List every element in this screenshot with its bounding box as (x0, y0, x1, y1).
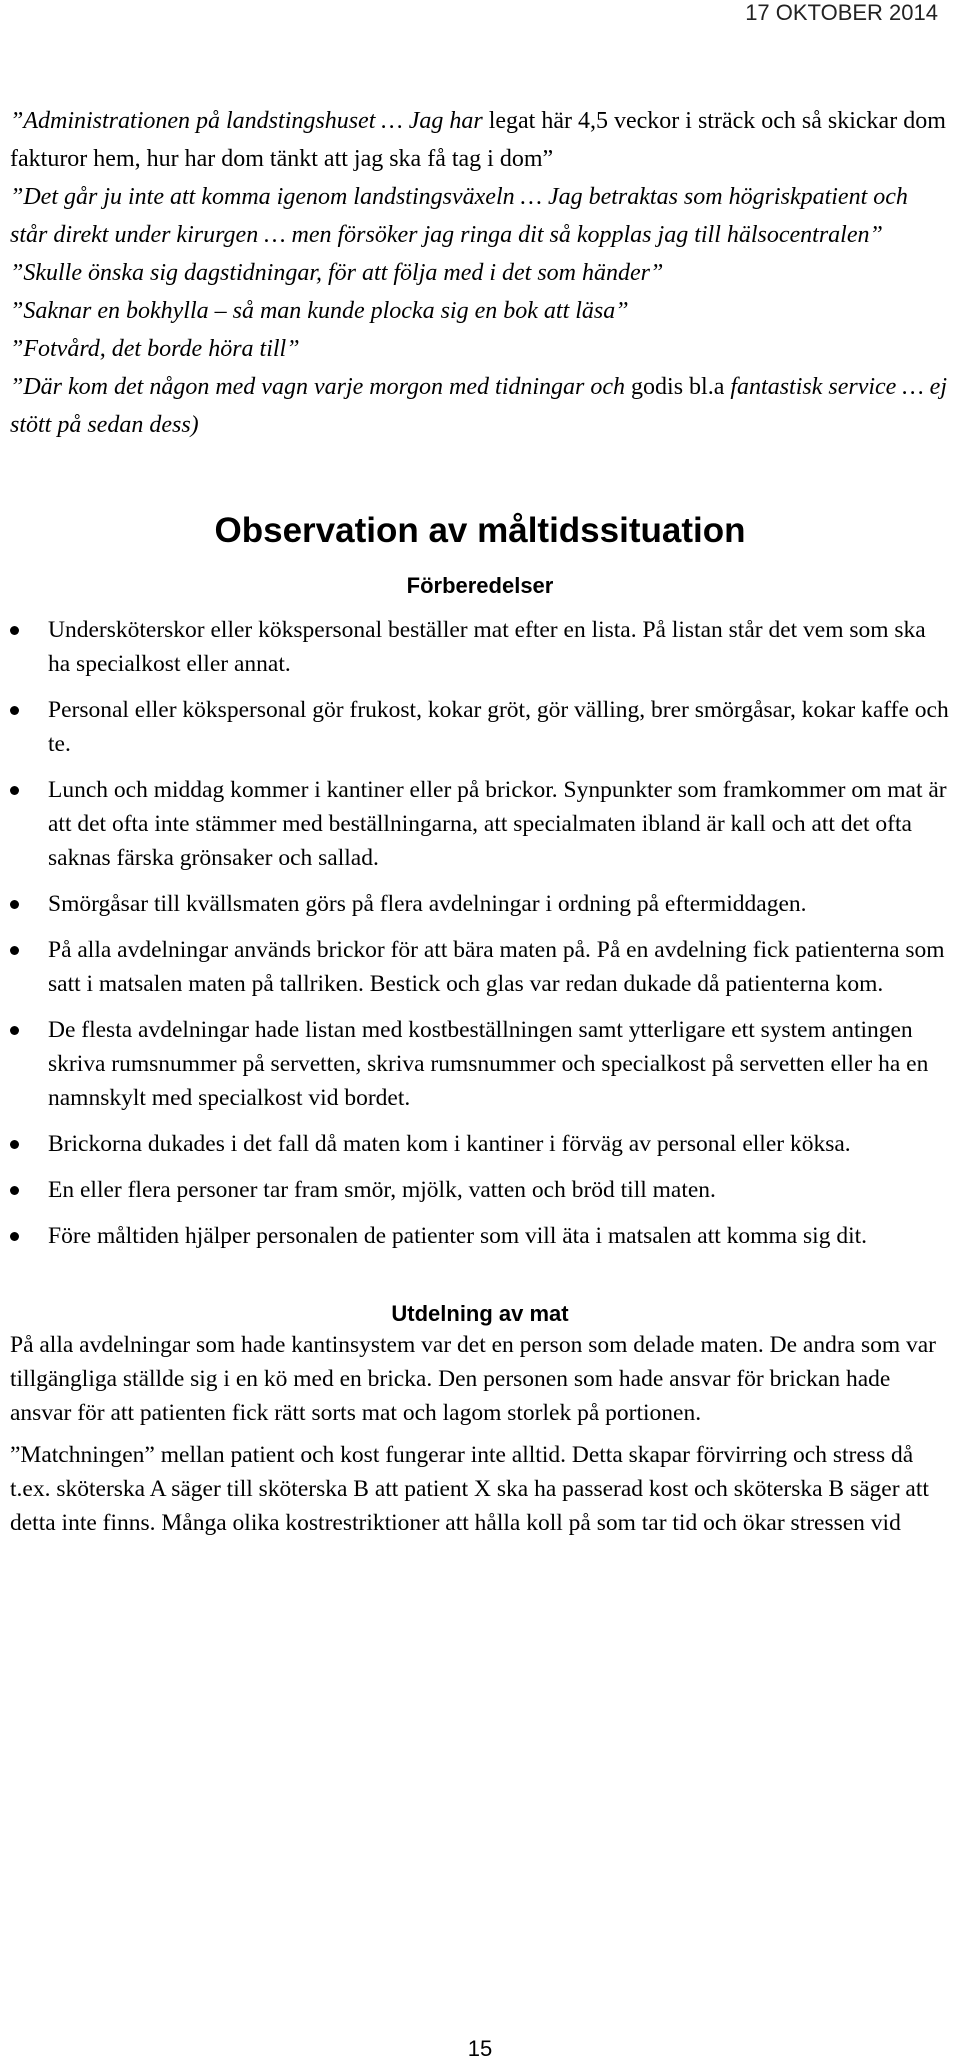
quote-text: godis bl.a (625, 374, 731, 400)
bullet-icon (10, 946, 19, 955)
quote-paragraph (10, 330, 950, 368)
page-number: 15 (467, 2036, 493, 2061)
bullet-icon (10, 1232, 19, 1241)
bullet-icon (10, 1186, 19, 1195)
bullet-text: Personal eller kökspersonal gör frukost, kokar gröt, gör välling, brer smörgåsar, kokar kaffe och te. (48, 697, 949, 757)
quote-paragraph (10, 102, 950, 178)
quote-text: legat här 4,5 veckor i sträck och så skickar dom fakturor hem, hur har dom tänkt att jag ska få tag i dom” (10, 108, 946, 172)
quote-paragraph (10, 254, 950, 292)
section-title: Observation av måltidssituation (214, 511, 746, 550)
bullet-text: De flesta avdelningar hade listan med kostbeställningen samt ytterligare ett system antingen skriva rumsnummer på servetten, skriva rumsnummer och specialkost på servetten eller ha en namnskylt med specialkost vid bordet. (48, 1017, 929, 1111)
quote-text: ”Administrationen på landstingshuset … Jag har (10, 108, 483, 134)
bullet-item (10, 933, 950, 1001)
quote-text: ”Saknar en bokhylla – så man kunde plocka sig en bok att läsa” (10, 298, 629, 324)
bullet-item (10, 1013, 950, 1115)
quotes-block (10, 102, 950, 444)
bullet-icon (10, 1140, 19, 1149)
body-paragraph: ”Matchningen” mellan patient och kost fungerar inte alltid. Detta skapar förvirring och stress då t.ex. sköterska A säger till sköterska B att patient X ska ha passerad kost och sköterska B säger att detta inte finns. Många olika kostrestriktioner att hålla koll på som tar tid och ökar stressen vid (10, 1442, 929, 1536)
bullet-icon (10, 706, 19, 715)
quote-paragraph (10, 178, 950, 254)
quote-text: ”Det går ju inte att komma igenom landstingsväxeln … Jag betraktas som högriskpatient och står direkt under kirurgen … men försöker jag ringa dit så kopplas jag till hälsocentralen” (10, 184, 908, 248)
document-body (10, 102, 950, 1540)
bullet-item (10, 1219, 950, 1253)
bullet-text: Smörgåsar till kvällsmaten görs på flera avdelningar i ordning på eftermiddagen. (48, 891, 807, 917)
body-paragraph: På alla avdelningar som hade kantinsystem var det en person som delade maten. De andra som var tillgängliga ställde sig i en kö med en bricka. Den personen som hade ansvar för brickan hade ansvar för att patienten fick rätt sorts mat och lagom storlek på portionen. (10, 1332, 937, 1426)
page-header-date: 17 OKTOBER 2014 (745, 0, 938, 25)
bullet-text: Före måltiden hjälper personalen de patienter som vill äta i matsalen att komma sig dit. (48, 1223, 868, 1249)
bullet-item (10, 613, 950, 681)
section-subtitle-preparations: Förberedelser (406, 573, 554, 598)
section-subtitle-food-distribution: Utdelning av mat (391, 1301, 569, 1326)
quote-text: ”Skulle önska sig dagstidningar, för att följa med i det som händer” (10, 260, 664, 286)
bullet-icon (10, 1026, 19, 1035)
quote-paragraph (10, 368, 950, 444)
bullet-list (10, 613, 950, 1253)
bullet-item (10, 1173, 950, 1207)
bullet-item (10, 693, 950, 761)
bullet-text: På alla avdelningar används brickor för att bära maten på. På en avdelning fick patienterna som satt i matsalen maten på tallriken. Bestick och glas var redan dukade då patienterna kom. (48, 937, 945, 997)
quote-text: fantastisk service … ej stött på sedan dess) (10, 374, 947, 438)
bullet-text: Undersköterskor eller kökspersonal beställer mat efter en lista. På listan står det vem som ska ha specialkost eller annat. (48, 617, 926, 677)
body-text (10, 1328, 950, 1540)
bullet-item (10, 1127, 950, 1161)
bullet-icon (10, 786, 19, 795)
quote-text: ”Fotvård, det borde höra till” (10, 336, 300, 362)
bullet-text: En eller flera personer tar fram smör, mjölk, vatten och bröd till maten. (48, 1177, 716, 1203)
bullet-item (10, 887, 950, 921)
quote-text: ”Där kom det någon med vagn varje morgon med tidningar och (10, 374, 626, 400)
bullet-text: Lunch och middag kommer i kantiner eller på brickor. Synpunkter som framkommer om mat är att det ofta inte stämmer med beställningarna, att specialmaten ibland är kall och att det ofta saknas färska grönsaker och sallad. (48, 777, 947, 871)
quote-paragraph (10, 292, 950, 330)
bullet-icon (10, 900, 19, 909)
bullet-text: Brickorna dukades i det fall då maten kom i kantiner i förväg av personal eller köksa. (48, 1131, 851, 1157)
bullet-icon (10, 626, 19, 635)
bullet-item (10, 773, 950, 875)
